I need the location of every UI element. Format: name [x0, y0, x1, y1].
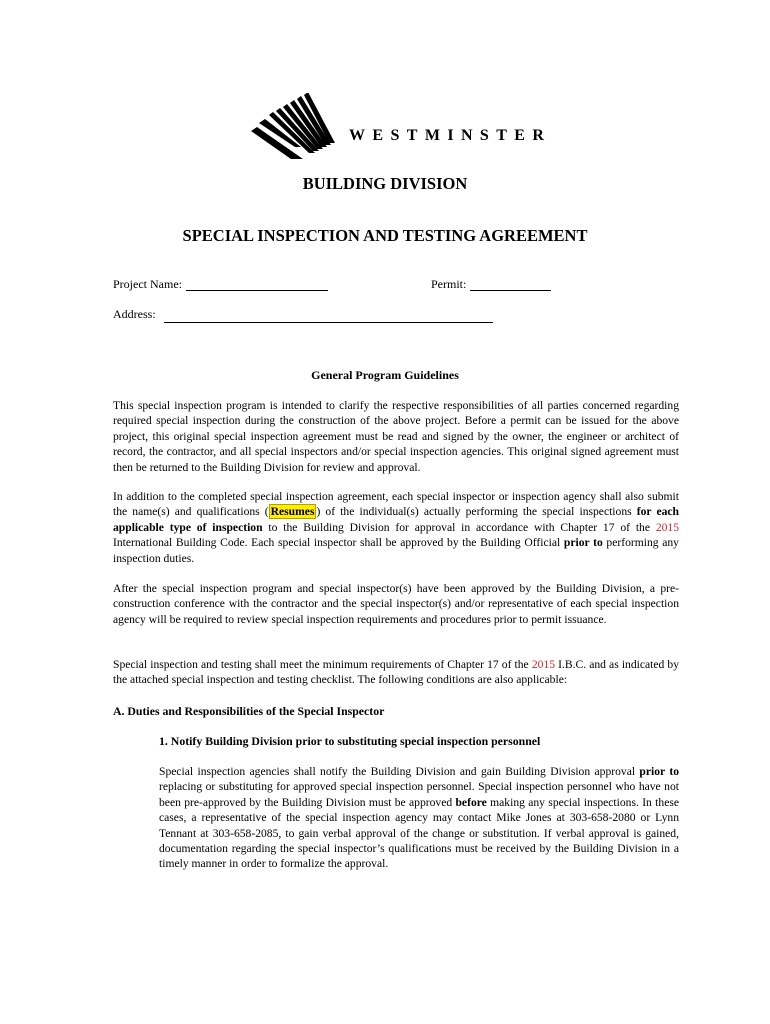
- guidelines-paragraph-4: Special inspection and testing shall meet the minimum requirements of Chapter 17 of the 2015 I.B.C. and as indicated by the attached special inspection and testing checklist. The following conditions are also applicable:: [113, 658, 680, 687]
- address-label: Address:: [113, 307, 156, 321]
- section-a-item-1-body: Special inspection agencies shall notify the Building Division and gain Building Division approval prior to replacing or substituting for approved special inspection personnel. Special inspection personnel who have not been pre-approved by the Building Division must be approved before making any special inspections. In these cases, a representative of the special inspection agency may contact Mike Jones at 303-658-2080 or Lynn Tennant at 303-658-2085, to gain verbal approval of the change or substitution. If verbal approval is gained, documentation regarding the special inspector’s qualifications must be received by the Building Division in a timely manner in order to formalize the approval.: [159, 765, 679, 871]
- project-name-field[interactable]: [186, 290, 328, 291]
- guidelines-paragraph-2: In addition to the completed special inspection agreement, each special inspector or inspection agency shall also submit the name(s) and qualifications ( Resumes ) of the individual(s) actually performing the special inspections for each applicable type of inspection to the Building Division for approval in accordance with Chapter 17 of the 2015 International Building Code. Each special inspector shall be approved by the Building Official prior to performing any inspection duties.: [113, 490, 680, 565]
- address-field[interactable]: [164, 322, 493, 323]
- guidelines-paragraph-3: After the special inspection program and special inspector(s) have been approved by the Building Division, a pre-construction conference with the contractor and the special inspector(s) and/or representative of each special inspection agency will be required to review special inspection requirements and procedures prior to permit issuance.: [113, 582, 679, 626]
- permit-label: Permit:: [431, 277, 467, 291]
- code-year: 2015: [531, 658, 555, 671]
- permit-field[interactable]: [470, 290, 551, 291]
- section-a-item-1-heading: 1. Notify Building Division prior to substituting special inspection personnel: [159, 734, 541, 748]
- westminster-logo-icon: [251, 93, 343, 159]
- project-name-label: Project Name:: [113, 277, 182, 291]
- code-year: 2015: [655, 520, 680, 534]
- division-heading: BUILDING DIVISION: [302, 174, 468, 193]
- document-title: SPECIAL INSPECTION AND TESTING AGREEMENT: [182, 226, 588, 245]
- resumes-highlight: Resumes: [270, 505, 315, 519]
- section-a-heading: A. Duties and Responsibilities of the Special Inspector: [113, 704, 385, 718]
- brand-name: WESTMINSTER: [349, 127, 552, 144]
- guidelines-paragraph-1: This special inspection program is intended to clarify the respective responsibilities of all parties concerned regarding required special inspection during the construction of the above project. Before a permit can be issued for the above project, this original special inspection agreement must be read and signed by the owner, the engineer or architect of record, the contractor, and all special inspectors and/or special inspection agencies. This original signed agreement must then be returned to the Building Division for review and approval.: [113, 399, 679, 474]
- guidelines-title: General Program Guidelines: [311, 368, 459, 382]
